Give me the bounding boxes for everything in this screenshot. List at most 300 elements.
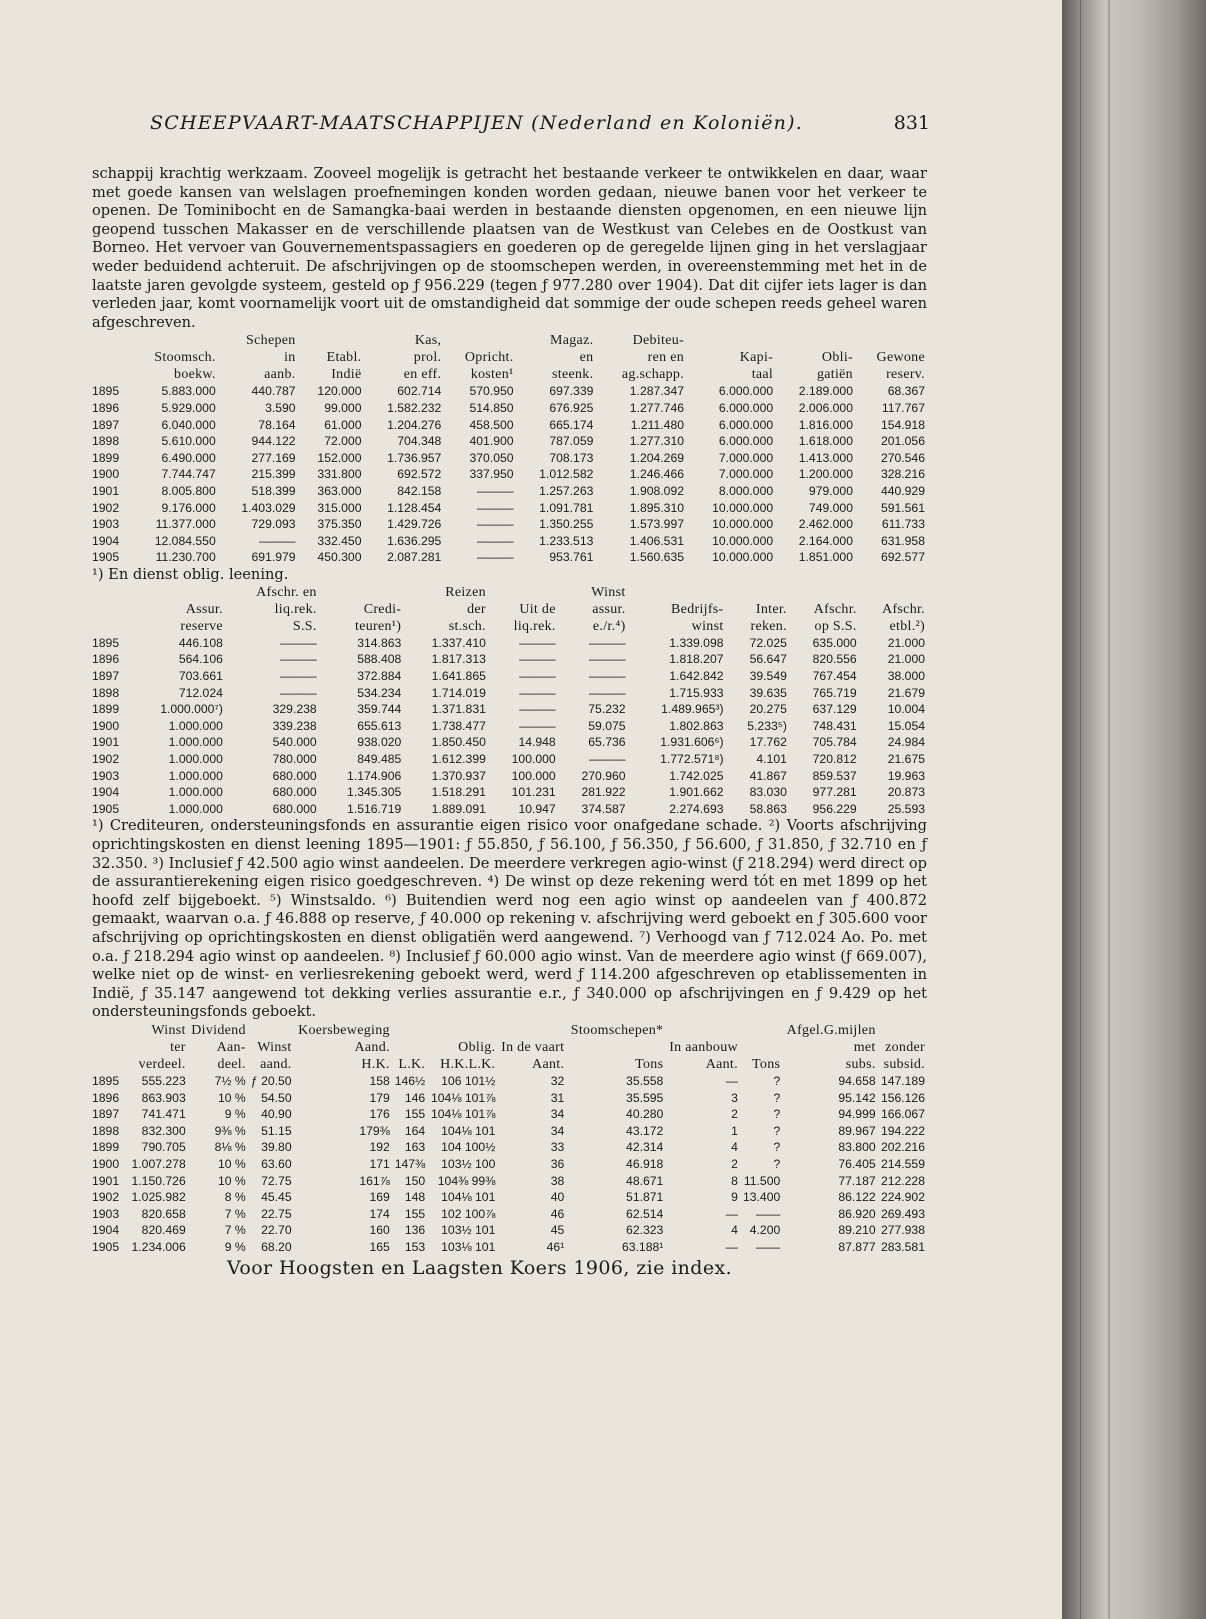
table-cell: 21.679 <box>887 685 925 700</box>
table-cell: 1.350.255 <box>539 517 594 532</box>
column-header <box>298 332 364 349</box>
table-cell: 35.558 <box>626 1073 664 1088</box>
balance-table-body <box>92 383 927 566</box>
table-cell: 42.314 <box>626 1140 664 1155</box>
table-cell: 1.742.025 <box>669 768 724 783</box>
table-cell: ——— <box>519 685 556 700</box>
table-cell: 40.90 <box>261 1107 292 1122</box>
column-header: reserve <box>180 618 223 634</box>
table-cell: ——— <box>588 752 626 767</box>
running-head <box>150 112 930 134</box>
table-row <box>92 718 927 735</box>
table-cell: 5.610.000 <box>161 434 216 449</box>
table-cell: 102 100⅞ <box>441 1206 496 1221</box>
table-cell: 863.903 <box>141 1090 186 1105</box>
year-cell: 1896 <box>92 400 120 415</box>
table-cell: 1.339.098 <box>669 635 724 650</box>
closing-note: Voor Hoogsten en Laagsten Koers 1906, zie index. <box>227 1257 733 1280</box>
table-cell: 1.234.006 <box>131 1239 186 1254</box>
table-cell: 13.400 <box>742 1190 781 1205</box>
table-row <box>92 483 927 500</box>
table-cell: 1.908.092 <box>629 483 685 498</box>
table-row <box>92 1090 927 1107</box>
year-cell: 1895 <box>92 635 120 650</box>
year-cell: 1899 <box>92 702 120 717</box>
year-cell: 1905 <box>92 1239 120 1254</box>
column-header: Winst <box>151 1022 186 1038</box>
table-cell: 705.784 <box>812 735 857 750</box>
table-cell: 1.000.000 <box>168 752 223 767</box>
table-cell: 270.960 <box>581 768 626 783</box>
table-cell: 54.50 <box>261 1090 292 1105</box>
year-cell: 1897 <box>92 1107 120 1122</box>
column-header: e./r.⁴) <box>592 618 626 634</box>
column-header: Opricht. <box>464 350 514 366</box>
table-cell: 146½ <box>394 1073 426 1088</box>
table-cell: 153 <box>404 1239 426 1254</box>
dividend-fleet-table <box>92 1022 927 1256</box>
column-header <box>92 1056 128 1073</box>
year-cell: 1897 <box>92 669 120 684</box>
table-cell: ——— <box>519 718 556 733</box>
table-cell: 58.863 <box>749 801 787 816</box>
table-row <box>92 466 927 483</box>
table-cell: 11.377.000 <box>155 517 216 532</box>
table-cell: 692.577 <box>880 550 925 565</box>
column-header <box>92 601 128 618</box>
table-cell: 1.573.997 <box>629 517 685 532</box>
table-cell: 534.234 <box>357 685 402 700</box>
table-cell: 77.187 <box>838 1173 876 1188</box>
table-cell: ——— <box>280 635 317 650</box>
year-cell: 1899 <box>92 1140 120 1155</box>
table-row <box>92 1123 927 1140</box>
table-cell: 9.176.000 <box>161 500 216 515</box>
table-cell: 1.816.000 <box>798 417 853 432</box>
table-cell: 7.000.000 <box>718 467 774 482</box>
header-row <box>92 618 927 635</box>
header-row <box>92 1022 927 1039</box>
table-cell: 1.007.278 <box>131 1156 186 1171</box>
table-cell: ——— <box>280 685 317 700</box>
table-cell: 95.142 <box>838 1090 876 1105</box>
table-cell: 100.000 <box>511 768 556 783</box>
table-row <box>92 768 927 785</box>
table-cell: 1.736.957 <box>387 450 442 465</box>
year-cell: 1902 <box>92 752 120 767</box>
table-cell: 1.772.571⁸) <box>660 752 724 767</box>
year-cell: 1895 <box>92 1073 120 1088</box>
table-cell: 179⅜ <box>359 1123 390 1138</box>
table-cell: 1.246.466 <box>629 467 685 482</box>
table-cell: 99.000 <box>324 400 362 415</box>
table-cell: 86.920 <box>838 1206 876 1221</box>
table-cell: 588.408 <box>357 652 402 667</box>
table-cell: 9 <box>731 1190 738 1205</box>
table-cell: 703.661 <box>178 669 223 684</box>
table-cell: — <box>725 1206 738 1221</box>
table-cell: 4 <box>731 1140 738 1155</box>
table-cell: 332.450 <box>317 533 362 548</box>
column-header: Stoomschepen* <box>570 1022 664 1038</box>
column-header: en eff. <box>403 367 442 383</box>
year-cell: 1904 <box>92 533 120 548</box>
column-header <box>248 1022 294 1039</box>
table-cell: 5.233⁵) <box>747 718 787 733</box>
year-cell: 1896 <box>92 652 120 667</box>
table-cell: 94.658 <box>838 1073 876 1088</box>
table-cell: 164 <box>404 1123 426 1138</box>
table-row <box>92 433 927 450</box>
table-cell: ——— <box>476 517 514 532</box>
table-cell: 39.549 <box>749 669 787 684</box>
column-header <box>92 366 128 383</box>
year-cell: 1901 <box>92 735 120 750</box>
table-cell: 75.232 <box>588 702 626 717</box>
column-header: H.K.L.K. <box>440 1056 496 1072</box>
column-header: deel. <box>217 1056 246 1072</box>
table-cell: ——— <box>476 483 514 498</box>
table-cell: 6.490.000 <box>161 450 216 465</box>
table-cell: 680.000 <box>272 801 317 816</box>
table-cell: 611.733 <box>881 517 925 532</box>
table-cell: 665.174 <box>549 417 594 432</box>
column-header: ag.schapp. <box>621 367 685 383</box>
table-cell: 6.040.000 <box>161 417 216 432</box>
column-header: Uit de <box>519 601 556 617</box>
table-cell: 1.931.606⁶) <box>660 735 724 750</box>
column-header: H.K. <box>361 1056 390 1072</box>
table-cell: 564.106 <box>178 652 223 667</box>
table-cell: 540.000 <box>272 735 317 750</box>
table-cell: ——— <box>519 669 556 684</box>
table-cell: ——— <box>519 635 556 650</box>
year-cell: 1905 <box>92 550 120 565</box>
table-cell: 146 <box>404 1090 426 1105</box>
table-row <box>92 701 927 718</box>
year-cell: 1896 <box>92 1090 120 1105</box>
table-cell: 9 % <box>224 1107 246 1122</box>
table-cell: 22.75 <box>261 1206 292 1221</box>
table-cell: 2.164.000 <box>798 533 853 548</box>
column-header: steenk. <box>552 367 594 383</box>
table-cell: 165 <box>369 1239 390 1254</box>
table-cell: 3.590 <box>265 400 296 415</box>
column-header <box>128 584 225 601</box>
table-cell: 63.60 <box>261 1156 292 1171</box>
table-cell: 820.469 <box>141 1223 186 1238</box>
table-cell: 8⅛ % <box>214 1140 246 1155</box>
table-cell: 820.556 <box>812 652 857 667</box>
table-cell: 61.000 <box>324 417 362 432</box>
column-header: reserv. <box>886 367 925 383</box>
table-cell: 65.736 <box>588 735 626 750</box>
table-cell: 5.929.000 <box>161 400 216 415</box>
column-header: Etabl. <box>326 350 362 366</box>
table-cell: 100.000 <box>511 752 556 767</box>
column-header <box>443 332 515 349</box>
table-row <box>92 784 927 801</box>
column-header <box>878 1022 927 1039</box>
table-cell: 11.500 <box>743 1173 781 1188</box>
column-header: der <box>467 601 486 617</box>
column-header <box>92 1022 128 1039</box>
table-cell: 1.642.842 <box>669 669 724 684</box>
table-cell: 12.084.550 <box>154 533 216 548</box>
table-cell: 570.950 <box>469 384 514 399</box>
table-cell: 166.067 <box>880 1107 925 1122</box>
dividend-fleet-table-header <box>92 1022 927 1073</box>
table-cell: 440.787 <box>251 384 296 399</box>
table-cell: 48.671 <box>626 1173 664 1188</box>
column-header: Afschr. <box>882 601 925 617</box>
column-header <box>128 332 218 349</box>
table-cell: 45.45 <box>261 1190 292 1205</box>
table-row <box>92 685 927 702</box>
year-cell: 1898 <box>92 685 120 700</box>
table-cell: 339.238 <box>272 718 317 733</box>
table-cell: 1.370.937 <box>431 768 486 783</box>
table-cell: 161⅞ <box>359 1173 390 1188</box>
balance-table <box>92 332 927 566</box>
table-row <box>92 400 927 417</box>
table-cell: 158 <box>369 1073 390 1088</box>
table-cell: 2.462.000 <box>798 517 853 532</box>
table-cell: 1.618.000 <box>798 434 853 449</box>
table-cell: 720.812 <box>812 752 857 767</box>
table-cell: 637.129 <box>812 702 857 717</box>
column-header: Gewone <box>876 350 925 366</box>
table-cell: ——— <box>476 500 514 515</box>
column-header <box>855 332 927 349</box>
table-cell: 1.012.582 <box>539 467 594 482</box>
column-header: op S.S. <box>814 618 857 634</box>
table-cell: 314.863 <box>357 635 402 650</box>
table-cell: 35.595 <box>626 1090 664 1105</box>
footnotes-paragraph: ¹) Crediteuren, ondersteuningsfonds en assurantie eigen risico voor onafgedane schade. ²) Voorts afschrijving oprichtingskosten en dienst leening 1895—1901: ƒ 55.850, ƒ 56.100, ƒ 56.350, ƒ 56.600, ƒ 31.850, ƒ 32.710 en ƒ 32.350. ³) Inclusief ƒ 42.500 agio winst aandeelen. De meerdere verkregen agio-winst (ƒ 218.294) werd direct op de assurantierekening eigen risico goedgeschreven. ⁴) De winst op deze rekening werd tót en met 1899 op het hoofd zelf bijgeboekt. ⁵) Winstsaldo. ⁶) Buitendien werd nog een agio winst op aandeelen van ƒ 400.872 gemaakt, waarvan o.a. ƒ 46.888 op reserve, ƒ 40.000 op rekening v. afschrijving werd geboekt en ƒ 305.600 voor afschrijving op oprichtingskosten en dienst obligatiën werd aangewend. ⁷) Verhoogd van ƒ 712.024 Ao. Po. met o.a. ƒ 218.294 agio winst op aandeelen. ⁸) Inclusief ƒ 60.000 agio winst. Van de meerdere agio winst (ƒ 669.007), welke niet op de winst- en verliesrekening geboekt werd, werd ƒ 114.200 afgeschreven op etablissementen in Indië, ƒ 35.147 aangewend tot dekking verlies assurantie e.r., ƒ 340.000 op afschrijvingen en ƒ 9.429 op het ondersteuningsfonds geboekt. <box>92 817 927 1021</box>
column-header: liq.rek. <box>274 601 317 617</box>
table-cell: 458.500 <box>469 417 514 432</box>
table-cell: 859.537 <box>812 768 857 783</box>
column-header: liq.rek. <box>513 618 556 634</box>
table-cell: 729.093 <box>251 517 296 532</box>
table-cell: 160 <box>369 1223 390 1238</box>
table-cell: 63.188¹ <box>621 1239 664 1254</box>
table-cell: 8 <box>731 1173 738 1188</box>
table-cell: 9 % <box>224 1239 246 1254</box>
table-cell: 10.004 <box>887 702 925 717</box>
column-header: L.K. <box>398 1056 426 1072</box>
column-header: Kas, <box>414 333 442 349</box>
table-cell: 104⅛ 101⅞ <box>430 1090 496 1105</box>
table-cell: 31 <box>550 1090 565 1105</box>
table-cell: 8 % <box>224 1190 246 1205</box>
table-cell: — <box>725 1239 738 1254</box>
column-header <box>497 1022 566 1039</box>
table-row <box>92 1073 927 1090</box>
table-cell: 201.056 <box>880 434 925 449</box>
table-cell: 602.714 <box>397 384 442 399</box>
table-cell: 10 % <box>217 1090 246 1105</box>
column-header: Assur. <box>185 601 223 617</box>
table-cell: 33 <box>550 1140 565 1155</box>
table-cell: 1.738.477 <box>431 718 486 733</box>
table-cell: 655.613 <box>357 718 402 733</box>
table-cell: 1.403.029 <box>241 500 296 515</box>
table-cell: 1.337.410 <box>431 635 486 650</box>
table-cell: ——— <box>519 652 556 667</box>
table-cell: 820.658 <box>141 1206 186 1221</box>
table-cell: ——— <box>259 533 296 548</box>
table-cell: 171 <box>369 1156 390 1171</box>
table-row <box>92 533 927 550</box>
header-row <box>92 349 927 366</box>
header-row <box>92 601 927 618</box>
column-header: zonder <box>885 1039 925 1055</box>
year-cell: 1900 <box>92 467 120 482</box>
table-cell: 277.169 <box>251 450 296 465</box>
column-header <box>740 1039 782 1056</box>
table-cell: 78.164 <box>258 417 296 432</box>
table-cell: 1 <box>731 1123 738 1138</box>
table-cell: 147⅜ <box>394 1156 426 1171</box>
table-cell: 68.20 <box>261 1239 292 1254</box>
table-row <box>92 450 927 467</box>
table-cell: 708.173 <box>549 450 594 465</box>
column-header: Debiteu- <box>632 333 685 349</box>
table-cell: 979.000 <box>808 483 853 498</box>
table-cell: 154.918 <box>880 417 925 432</box>
table-cell: 1.128.454 <box>387 500 442 515</box>
table-cell: 337.950 <box>469 467 514 482</box>
column-header <box>686 332 775 349</box>
column-header <box>726 584 789 601</box>
table-cell: 38.000 <box>887 669 925 684</box>
table-cell: 1.582.232 <box>387 400 442 415</box>
column-header: Magaz. <box>550 333 594 349</box>
table-cell: 15.054 <box>887 718 925 733</box>
table-cell: 11.230.700 <box>155 550 216 565</box>
table-cell: 1.287.347 <box>629 384 685 399</box>
table-cell: 10.000.000 <box>712 550 774 565</box>
table-cell: 7.744.747 <box>161 467 216 482</box>
table-cell: 7 % <box>224 1206 246 1221</box>
table-cell: 19.963 <box>887 768 925 783</box>
table-cell: 4 <box>731 1223 738 1238</box>
table-row <box>92 516 927 533</box>
table-cell: 370.050 <box>469 450 514 465</box>
column-header: ren en <box>647 350 685 366</box>
table-cell: 328.216 <box>880 467 925 482</box>
table-cell: 194.222 <box>880 1123 925 1138</box>
table-cell: 38 <box>550 1173 565 1188</box>
table-cell: 76.405 <box>838 1156 876 1171</box>
table-cell: 1.000.000 <box>168 718 223 733</box>
table-row <box>92 417 927 434</box>
column-header: kosten¹ <box>470 367 514 383</box>
table-cell: 1.257.263 <box>539 483 594 498</box>
table-cell: 1.714.019 <box>431 685 486 700</box>
table-cell: 174 <box>369 1206 390 1221</box>
table-cell: 59.075 <box>588 718 626 733</box>
table-cell: ƒ 20.50 <box>250 1073 292 1088</box>
year-cell: 1902 <box>92 1190 120 1205</box>
table-cell: 2.274.693 <box>669 801 724 816</box>
table-row <box>92 801 927 818</box>
column-header <box>92 332 128 349</box>
column-header: Inter. <box>755 601 787 617</box>
table-cell: 176 <box>369 1107 390 1122</box>
column-header: Kapi- <box>739 350 774 366</box>
table-cell: 4.101 <box>756 752 787 767</box>
book-gutter <box>1062 0 1206 1619</box>
table-cell: 450.300 <box>317 550 362 565</box>
table-cell: 691.979 <box>251 550 296 565</box>
year-cell: 1903 <box>92 517 120 532</box>
table-cell: 676.925 <box>549 400 594 415</box>
table-cell: 956.229 <box>812 801 857 816</box>
table-cell: 25.593 <box>887 801 925 816</box>
column-header <box>427 1022 497 1039</box>
table-row <box>92 751 927 768</box>
table-cell: 72.000 <box>324 434 362 449</box>
column-header: Reizen <box>445 584 486 600</box>
table-cell: 1.371.831 <box>431 702 486 717</box>
table-cell: 17.762 <box>749 735 787 750</box>
column-header: Bedrijfs- <box>671 601 724 617</box>
table-cell: 832.300 <box>141 1123 186 1138</box>
column-header: Aant. <box>705 1056 738 1072</box>
table-cell: 6.000.000 <box>718 417 774 432</box>
table-cell: 1.889.091 <box>431 801 486 816</box>
column-header: gatiën <box>816 367 853 383</box>
year-cell: 1903 <box>92 1206 120 1221</box>
table-cell: 20.275 <box>749 702 787 717</box>
year-cell: 1899 <box>92 450 120 465</box>
table-cell: 277.938 <box>880 1223 925 1238</box>
table-cell: 120.000 <box>317 384 362 399</box>
table-cell: 765.719 <box>812 685 857 700</box>
column-header: subsid. <box>883 1056 925 1072</box>
table-cell: 1.802.863 <box>669 718 724 733</box>
table-cell: 315.000 <box>317 500 362 515</box>
column-header: winst <box>691 618 724 634</box>
column-header: subs. <box>845 1056 876 1072</box>
table-row <box>92 1239 927 1256</box>
table-cell: 1.429.726 <box>387 517 442 532</box>
year-cell: 1904 <box>92 1223 120 1238</box>
table-cell: 224.902 <box>880 1190 925 1205</box>
column-header: en <box>579 350 594 366</box>
table-cell: 14.948 <box>518 735 556 750</box>
table-cell: 8.000.000 <box>718 483 774 498</box>
table-cell: 5.883.000 <box>161 384 216 399</box>
table-cell: 104⅛ 101 <box>441 1123 496 1138</box>
table-cell: 953.761 <box>549 550 594 565</box>
year-cell: 1902 <box>92 500 120 515</box>
table-cell: —— <box>755 1239 781 1254</box>
table-cell: 1.641.865 <box>431 669 486 684</box>
table-cell: 1.025.982 <box>131 1190 186 1205</box>
table-cell: 103½ 100 <box>441 1156 496 1171</box>
table-cell: 8.005.800 <box>161 483 216 498</box>
table-cell: 2.087.281 <box>387 550 442 565</box>
header-row <box>92 1039 927 1056</box>
column-header: etbl.²) <box>889 618 925 634</box>
table-cell: ——— <box>280 669 317 684</box>
table-row <box>92 1206 927 1223</box>
table-cell: 331.800 <box>317 467 362 482</box>
